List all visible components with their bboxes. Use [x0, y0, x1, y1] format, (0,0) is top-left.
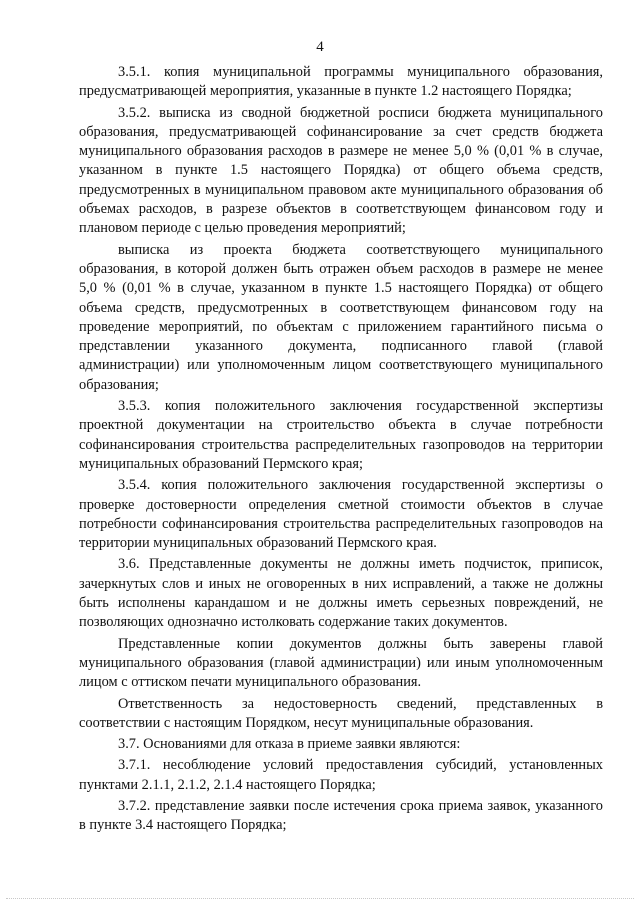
- paragraph-3-5-1: 3.5.1. копия муниципальной программы муниципального образования, предусматривающей мероприятия, указанные в пункте 1.2 настоящего Порядка;: [79, 64, 603, 100]
- paragraph-responsibility: Ответственность за недостоверность сведений, представленных в соответствии с настоящим Порядком, несут муниципальные образования.: [79, 695, 603, 731]
- paragraph-3-5-4: 3.5.4. копия положительного заключения государственной экспертизы о проверке достоверности определения сметной стоимости объектов в случае потребности софинансирования строительства распределительных газопроводов на территории муниципальных образований Пермского края.: [79, 477, 603, 552]
- paragraph-3-7-1: 3.7.1. несоблюдение условий предоставления субсидий, установленных пунктами 2.1.1, 2.1.2, 2.1.4 настоящего Порядка;: [79, 757, 603, 793]
- paragraph-copies-certification: Представленные копии документов должны быть заверены главой муниципального образования (главой администрации) или иным уполномоченным лицом с оттиском печати муниципального образования.: [79, 635, 603, 691]
- page-number: 4: [316, 39, 324, 55]
- paragraph-3-5-3: 3.5.3. копия положительного заключения государственной экспертизы проектной документации на строительство объекта в случае потребности софинансирования строительства распределительных газопроводов на территории муниципальных образований Пермского края;: [79, 398, 603, 472]
- document-body: [79, 63, 603, 838]
- paragraph-3-7-2: 3.7.2. представление заявки после истечения срока приема заявок, указанного в пункте 3.4 настоящего Порядка;: [79, 797, 603, 834]
- scan-edge-line: [6, 898, 634, 899]
- paragraph-budget-draft-extract: выписка из проекта бюджета соответствующего муниципального образования, в которой должен быть отражен объем расходов в размере не менее 5,0 % (0,01 % в случае, указанном в пункте 1.5 настоящего Порядка) от общего объема средств, предусмотренных в соответствующем финансовом году на проведение мероприятий, по объектам с приложением гарантийного письма о представлении указанного документа, подписанного главой (главой администрации) или уполномоченным лицом соответствующего муниципального образования;: [79, 241, 603, 393]
- paragraph-3-7: 3.7. Основаниями для отказа в приеме заявки являются:: [118, 736, 461, 753]
- paragraph-3-5-2: 3.5.2. выписка из сводной бюджетной росписи бюджета муниципального образования, предусматривающей софинансирование за счет средств бюджета муниципального образования расходов в размере не менее 5,0 % (0,01 % в случае, указанном в пункте 1.5 настоящего Порядка) от общего объема средств, предусмотренных в муниципальном правовом акте муниципального образования об объемах расходов, в разрезе объектов в соответствующем финансовом году и плановом периоде с целью проведения мероприятий;: [79, 104, 603, 237]
- paragraph-3-6: 3.6. Представленные документы не должны иметь подчисток, приписок, зачеркнутых слов и иных не оговоренных в них исправлений, а также не должны быть исполнены карандашом и не должны иметь серьезных повреждений, не позволяющих однозначно истолковать содержание таких документов.: [79, 556, 603, 631]
